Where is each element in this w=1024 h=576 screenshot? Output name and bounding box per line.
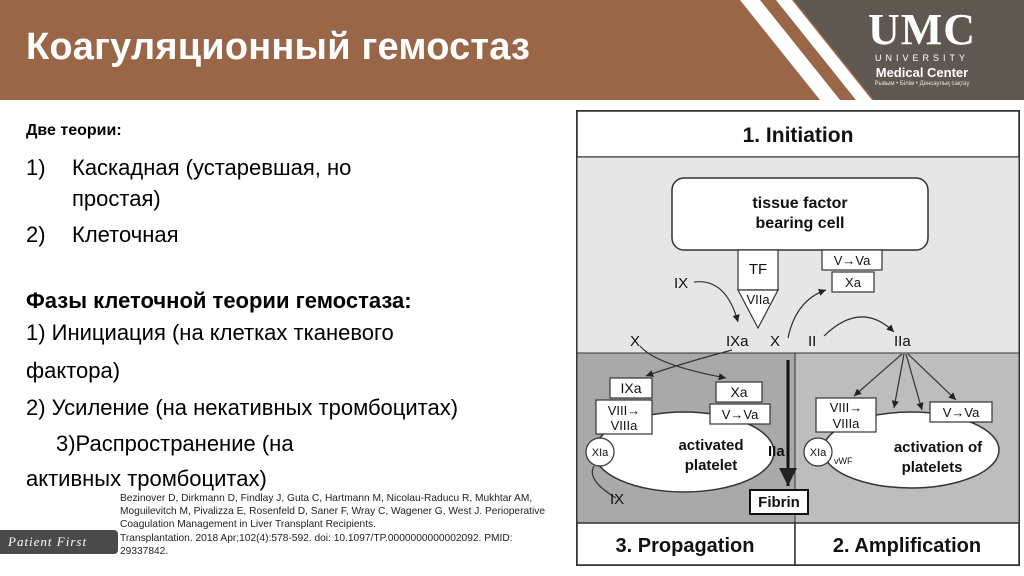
phases-title: Фазы клеточной теории гемостаза:: [26, 288, 412, 313]
tissue-factor-cell: [672, 178, 928, 250]
theory-2-line1: Клеточная: [72, 222, 179, 247]
iia-center-label: IIa: [768, 443, 785, 460]
activation-line2: platelets: [901, 459, 963, 476]
viii-left-label: VIII→: [607, 403, 641, 418]
logo-university: UNIVERSITY: [874, 53, 969, 63]
propagation-title: 3. Propagation: [615, 535, 755, 557]
header: [0, 0, 1024, 100]
xa-top-label: Xa: [845, 275, 861, 290]
citation-journal: Transplantation. 2018 Apr;102(4):578-592. doi: 10.1097/TP.0000000000002092. PMID: 29337842.: [120, 532, 513, 557]
xa-box-label: Xa: [730, 384, 748, 400]
theory-1-line1: Каскадная (устаревшая, но: [72, 155, 352, 180]
initiation-title: 1. Initiation: [742, 124, 854, 147]
v-va-right-label: V→Va: [942, 405, 980, 420]
theory-1-line2: простая): [72, 186, 161, 211]
viiia-right-label: VIIIa: [832, 416, 860, 431]
ixa-box-label: IXa: [620, 380, 642, 396]
ii-label: II: [808, 333, 817, 350]
phase-line-4: 3)Распространение (на: [56, 431, 294, 456]
ixa-center-label: IXa: [726, 333, 749, 350]
viia-label: VIIa: [746, 292, 770, 307]
xia-left-label: XIa: [591, 447, 609, 459]
patient-first-badge: [0, 530, 118, 554]
v-va-top-label: V→Va: [833, 253, 871, 268]
citation-authors: Bezinover D, Dirkmann D, Findlay J, Guta C, Hartmann M, Nicolau-Raducu R, Mukhtar AM, Moguilevitch M, Pivalizza E, Rosenfeld D, Saner F, Wray C, Wagener G, West J. Perioperative Coagulation Management in Liver Transplant Recipients.: [120, 493, 546, 531]
citation: [120, 492, 560, 558]
coagulation-diagram: [576, 110, 1020, 566]
phase-line-5: активных тромбоцитах): [26, 466, 267, 491]
logo-medical-center: Medical Center: [875, 65, 969, 80]
viii-right-label: VIII→: [829, 400, 863, 415]
ix-top-label: IX: [674, 275, 689, 292]
badge-text: Patient First: [8, 534, 88, 549]
theories-title: Две теории:: [26, 122, 122, 139]
xia-right-label: XIa: [809, 447, 827, 459]
iia-top-label: IIa: [894, 333, 911, 350]
x-left-label: X: [630, 333, 641, 350]
phase-line-2: фактора): [26, 358, 121, 383]
viiia-left-label: VIIIa: [610, 418, 638, 433]
fibrin-label: Fibrin: [758, 494, 800, 511]
activation-line1: activation of: [893, 439, 983, 456]
page-title: Коагуляционный гемостаз: [26, 26, 531, 68]
ix-bottom-label: IX: [610, 491, 625, 508]
phase-line-3: 2) Усиление (на некативных тромбоцитах): [26, 395, 459, 420]
logo-tagline: Рывым • Білім • Денсаулық сақтау: [874, 81, 970, 87]
tf-label: TF: [748, 261, 768, 278]
tissue-factor-line2: bearing cell: [755, 215, 845, 232]
phase-line-1: 1) Инициация (на клетках тканевого: [26, 320, 394, 345]
x-center-label: X: [770, 333, 781, 350]
tissue-factor-line1: tissue factor: [752, 195, 848, 212]
activated-line2: platelet: [684, 457, 738, 474]
activated-line1: activated: [678, 437, 744, 454]
amplification-title: 2. Amplification: [832, 535, 982, 557]
theory-2-num: 2): [26, 222, 46, 247]
umc-logo: UMC: [867, 5, 977, 54]
v-va-left-label: V→Va: [721, 407, 759, 422]
vwf-label: vWF: [834, 456, 853, 466]
theory-1-num: 1): [26, 155, 46, 180]
